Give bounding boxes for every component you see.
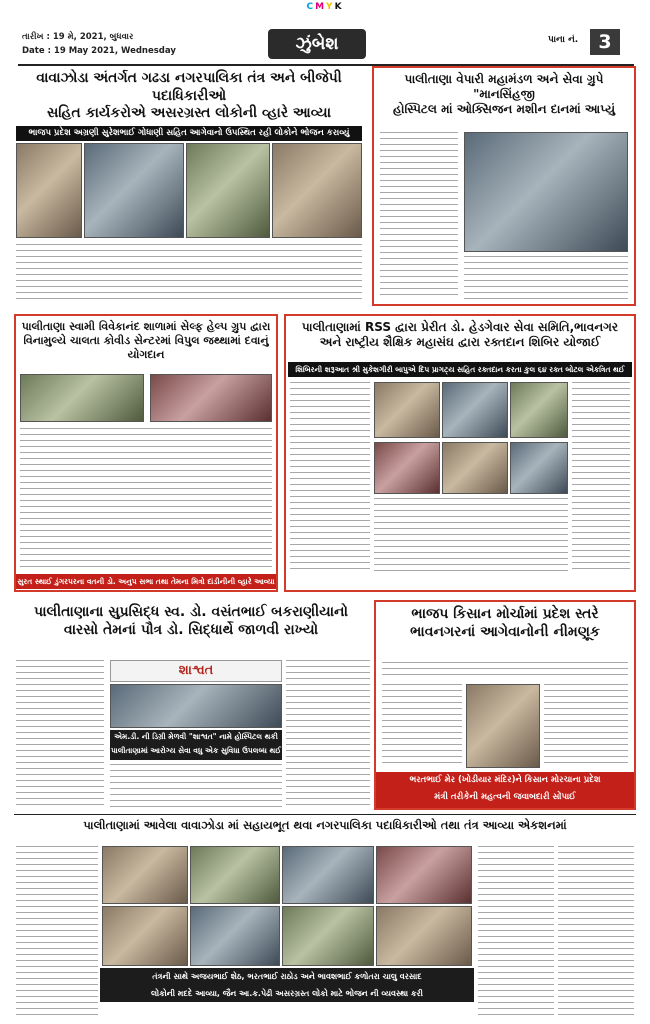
article-4-body [290, 382, 370, 572]
article-6-body [544, 684, 628, 768]
page-number: 3 [590, 29, 620, 55]
cmyk-marker: CMYK [306, 2, 344, 12]
article-5-ad-text: એમ.ડી. ની ડિગ્રી મેળવી "શાશ્વત" નામે હોસ્પિટલ થકી પાલીતાણામાં આરોગ્ય સેવા વધુ એક સુવિધા ઉપલબ્ધ થઈ [110, 730, 282, 760]
article-1-photo [186, 143, 270, 238]
article-1-headline: વાવાઝોડા અંતર્ગત ગઢડા નગરપાલિકા તંત્ર અને બીજેપી પદાધિકારીઓ સહિત કાર્યકરોએ અસરગ્રસ્ત લોકોની વ્હારે આવ્યા [36, 70, 342, 121]
article-7-body [558, 846, 634, 1016]
ad-brand: શાશ્વત [178, 663, 214, 678]
article-5-body [286, 660, 370, 810]
article-4-body [374, 498, 568, 572]
article-5-body [16, 660, 104, 810]
article-7-photo [282, 906, 374, 966]
date-gujarati: તારીખ : 19 મે, 2021, બુધવાર [22, 32, 134, 42]
article-6-body [382, 684, 462, 768]
article-7-photo [102, 906, 188, 966]
article-3-body [20, 428, 272, 568]
article-2-body [380, 132, 458, 300]
article-4-photo [510, 442, 568, 494]
article-4-photo-caption: શિબિરની શરૂઆત શ્રી મુકેશગીરી બાપુએ દિપ પ્રાગટ્ય સહિત રક્તદાન કરતા કુલ ૬૪ રક્ત બોટલ એકત્રિત થઈ [288, 362, 632, 377]
article-4-photo [510, 382, 568, 438]
article-5-headline: પાલીતાણાના સુપ્રસિદ્ધ સ્વ. ડો. વસંતભાઈ બકરાણીયાનો વારસો તેમનાં પૌત્ર ડો. સિદ્ધાર્થે જાળવી રાખ્યો [34, 604, 348, 638]
article-7-body [16, 846, 98, 1016]
article-4-photo [374, 382, 440, 438]
article-1-photo [272, 143, 362, 238]
article-1-photo-caption: ભાજપ પ્રદેશ અગ્રણી સુરેશભાઈ ગોધાણી સહિત આગેવાનો ઉપસ્થિત રહી લોકોને ભોજન કરાવ્યું [16, 126, 362, 141]
article-6-portrait [466, 684, 540, 768]
article-3-photo [150, 374, 272, 422]
page-label: પાના નં. [548, 35, 579, 45]
newspaper-logo: ઝુંબેશ [268, 29, 366, 59]
article-2-headline: પાલીતાણા વેપારી મહામંડળ અને સેવા ગ્રુપે "માનસિંહજી હોસ્પિટલ માં ઓક્સિજન મશીન દાનમાં આપ્યું [392, 72, 616, 116]
article-7-photo [282, 846, 374, 904]
article-7-body [478, 846, 554, 1016]
article-7-photo-caption: તંત્રની સાથે અજયભાઈ શેઠ, ભરતભાઈ રાઠોડ અને ભાવશભાઈ કળોતરા ચાલુ વરસાદ લોકોની મદદે આવ્યા, જૈન આ.ક.પેઢી અસરગ્રસ્ત લોકો માટે ભોજન ની વ્યવસ્થા કરી [100, 968, 474, 1002]
article-7-photo [376, 846, 472, 904]
article-4-photo [442, 442, 508, 494]
article-1-body [16, 244, 362, 302]
article-4-body [572, 382, 630, 572]
article-7-photo [190, 906, 280, 966]
article-4-photo [374, 442, 440, 494]
article-3-photo [20, 374, 144, 422]
article-4-photo [442, 382, 508, 438]
article-7-photo [376, 906, 472, 966]
article-5-body [110, 764, 282, 810]
article-2-photo [464, 132, 628, 252]
date-english: Date : 19 May 2021, Wednesday [22, 46, 176, 56]
article-7-headline: પાલીતાણામાં આવેલા વાવાઝોડા માં સહાયભૂત થવા નગરપાલિકા પદાધિકારીઓ તથા તંત્ર આવ્યા એકશનમાં [83, 818, 567, 832]
article-2-body [464, 256, 628, 300]
article-3-bottom-bar: સુરત સ્થાઈ ડુંગરપરના વતની ડો. અનુપ સભા તથા તેમના મિત્રો દાંડીનીની વ્હારે આવ્યા [16, 574, 276, 589]
article-6-body [382, 662, 628, 680]
article-5-ad-header [110, 660, 282, 682]
article-5-photo [110, 684, 282, 728]
article-1-photo [84, 143, 184, 238]
article-6-headline: ભાજપ કિસાન મોર્ચામાં પ્રદેશ સ્તરે ભાવનગરનાં આગેવાનોની નીમણૂક [410, 606, 600, 640]
article-1-photo [16, 143, 82, 238]
article-7-photo [190, 846, 280, 904]
article-4-headline: પાલીતાણામાં RSS દ્વારા પ્રેરીત ડો. હેડગેવાર સેવા સમિતિ,ભાવનગર અને રાષ્ટ્રીય શૈક્ષિક મહાસંઘ દ્વારા રક્તદાન શિબિર યોજાઈ [301, 320, 619, 349]
article-3-headline: પાલીતાણા સ્વામી વિવેકાનંદ શાળામાં સેલ્ફ હેલ્પ ગ્રુપ દ્વારા વિનામુલ્યે ચાલતા કોવીડ સેન્ટરમાં વિપુલ જથ્થામાં દવાનું યોગદાન [21, 320, 271, 361]
article-6-bottom-bar: ભરતભાઈ મેર (ખોડીયાર મંદિર)ને કિસાન મોરચાના પ્રદેશ મંત્રી તરીકેની મહત્વની જવાબદારી સોંપાઈ [376, 772, 634, 808]
divider [14, 814, 636, 815]
article-7-photo [102, 846, 188, 904]
